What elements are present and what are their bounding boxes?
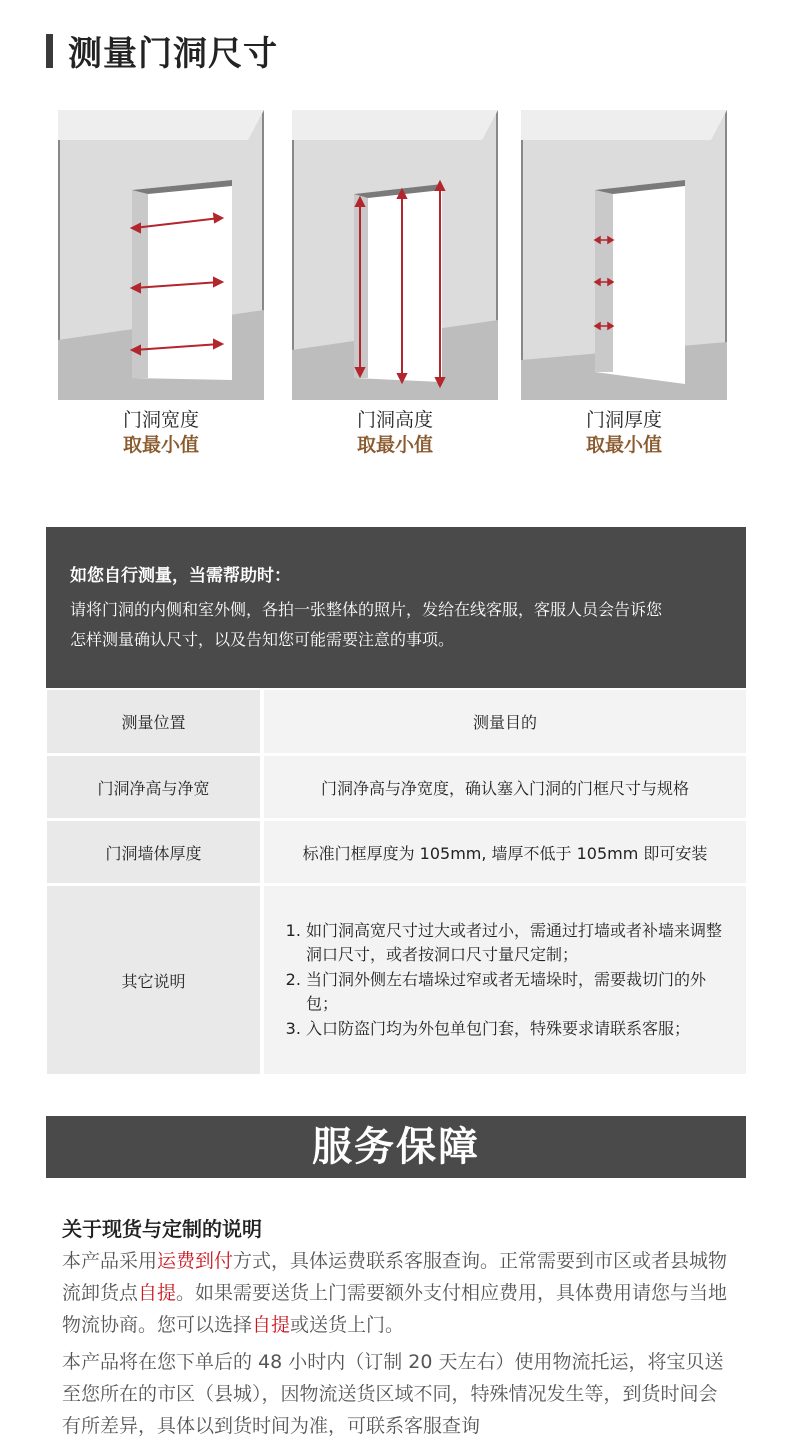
door-height-diagram [292,110,498,400]
p1-text-b: 方式，具体运费联系客服查询。正常需要到市区或者县城物流卸货点 [62,1250,728,1304]
caption-thickness [521,408,727,458]
table-header-row [46,690,746,753]
p1-highlight-pickup: 自提 [138,1282,177,1304]
help-note-line-2: 怎样测量确认尺寸，以及告知您可能需要注意的事项。 [70,630,455,649]
p1-text-d: 或送货上门。 [290,1314,405,1336]
table-row [46,821,746,883]
caption-height [292,408,498,458]
table-row [46,756,746,818]
table-cell-notes [264,886,746,1074]
help-note-body [70,595,730,655]
caption-thickness-label: 门洞厚度 [585,409,662,431]
table-header-purpose: 测量目的 [264,690,746,753]
service-paragraph-1 [62,1245,732,1341]
title-accent-bar [46,34,53,68]
service-banner: 服务保障 [46,1116,746,1178]
p1-text-a: 本产品采用 [62,1250,158,1272]
table-cell-position: 其它说明 [47,886,260,1074]
service-paragraph-2: 本产品将在您下单后的 48 小时内（订制 20 天左右）使用物流托运，将宝贝送至您所在的市区（县城），因物流送货区域不同，特殊情况发生等，到货时间会有所差异，具体以到货时间为准，可联系客服查询 [62,1351,724,1437]
help-note-panel [46,527,746,688]
caption-height-label: 门洞高度 [356,409,433,431]
door-thickness-diagram [521,110,727,400]
caption-thickness-hint: 取最小值 [585,434,662,456]
caption-width [58,408,264,458]
table-cell-position: 门洞净高与净宽 [47,756,260,818]
caption-width-hint: 取最小值 [122,434,199,456]
table-row [46,886,746,1074]
page-title: 测量门洞尺寸 [68,34,278,74]
p1-text-c: 。如果需要送货上门需要额外支付相应费用，具体费用请您与当地物流协商。您可以选择 [62,1282,728,1336]
door-width-diagram [58,110,264,400]
table-cell-position: 门洞墙体厚度 [47,821,260,883]
table-cell-purpose: 门洞净高与净宽度，确认塞入门洞的门框尺寸与规格 [264,756,746,818]
notes-list [284,919,726,1042]
list-item: 2. 当门洞外侧左右墙垛过窄或者无墙垛时，需要裁切门的外包； [306,968,726,1017]
help-note-heading: 如您自行测量，当需帮助时： [70,566,291,586]
list-item: 1. 如门洞高宽尺寸过大或者过小，需通过打墙或者补墙来调整洞口尺寸，或者按洞口尺寸量尺定制； [306,919,726,968]
p1-highlight-pickup-2: 自提 [252,1314,291,1336]
service-heading: 关于现货与定制的说明 [62,1217,262,1241]
list-item: 3. 入口防盗门均为外包单包门套，特殊要求请联系客服； [306,1017,726,1042]
table-header-position: 测量位置 [47,690,260,753]
table-cell-purpose: 标准门框厚度为 105mm, 墙厚不低于 105mm 即可安装 [264,821,746,883]
caption-width-label: 门洞宽度 [122,409,199,431]
p1-highlight-freight: 运费到付 [157,1250,234,1272]
caption-height-hint: 取最小值 [356,434,433,456]
help-note-line-1: 请将门洞的内侧和室外侧，各拍一张整体的照片，发给在线客服，客服人员会告诉您 [70,600,663,619]
